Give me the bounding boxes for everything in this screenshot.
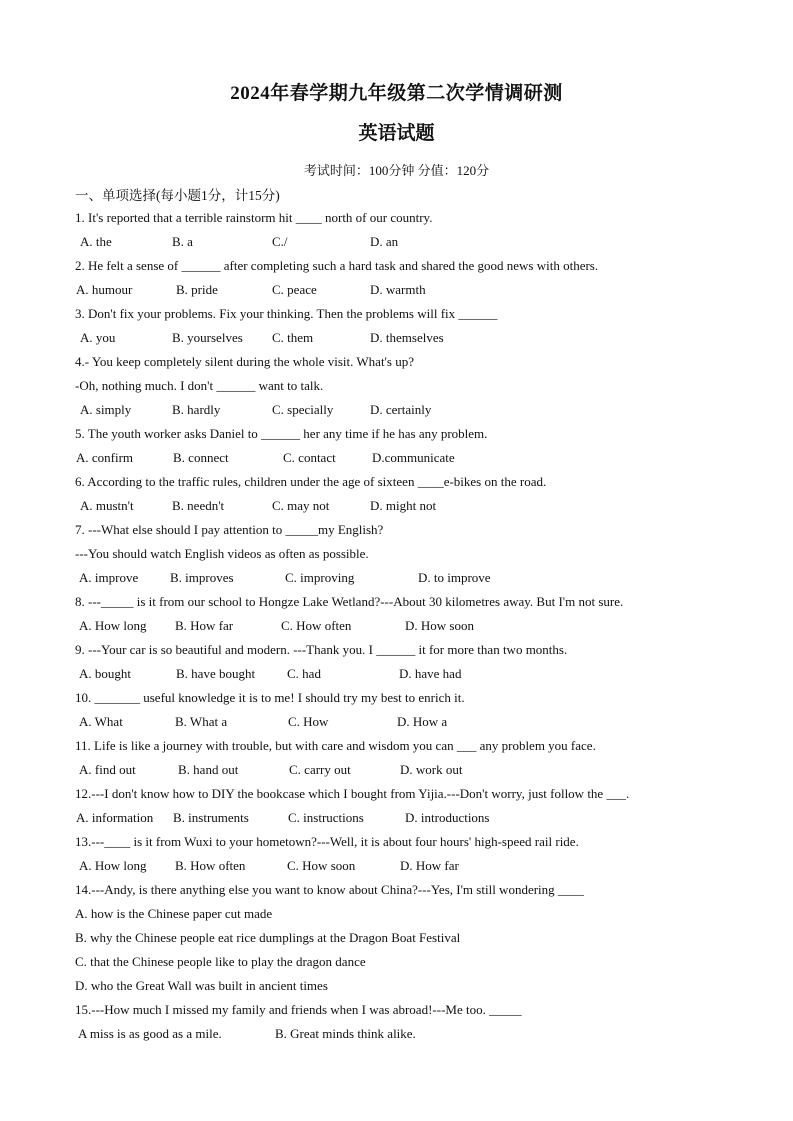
exam-info: 考试时间：100分钟 分值：120分	[303, 163, 490, 178]
answer-option: A. humour	[76, 282, 133, 297]
answer-option: B. Great minds think alike.	[275, 1026, 416, 1041]
answer-option: D. themselves	[370, 330, 444, 345]
answer-option: C. may not	[272, 498, 330, 513]
answer-option: A. the	[80, 234, 112, 249]
question-text: 13.---____ is it from Wuxi to your hometown?---Well, it is about four hours' high-speed rail ride.	[75, 834, 579, 849]
answer-option: B. How often	[175, 858, 246, 873]
answer-option: C. How often	[281, 618, 352, 633]
answer-option: C. carry out	[289, 762, 351, 777]
question-text: 8. ---_____ is it from our school to Hongze Lake Wetland?---About 30 kilometres away. But I'm not sure.	[75, 594, 624, 609]
answer-option: D. warmth	[370, 282, 426, 297]
question-text: 9. ---Your car is so beautiful and modern. ---Thank you. I ______ it for more than two months.	[75, 642, 568, 657]
question-text: 11. Life is like a journey with trouble, but with care and wisdom you can ___ any problem you face.	[75, 738, 596, 753]
answer-option: B. connect	[173, 450, 229, 465]
answer-option: C. instructions	[288, 810, 364, 825]
question-text: 7. ---What else should I pay attention to _____my English?	[75, 522, 384, 537]
page-title: 2024年春学期九年级第二次学情调研测	[230, 83, 563, 104]
answer-option: A. improve	[79, 570, 139, 585]
answer-option: A. mustn't	[80, 498, 134, 513]
answer-option: A. bought	[79, 666, 131, 681]
answer-option: D. introductions	[405, 810, 490, 825]
answer-option: C. specially	[272, 402, 334, 417]
answer-option: C. How	[288, 714, 329, 729]
question-text: A. how is the Chinese paper cut made	[75, 906, 273, 921]
question-text: 2. He felt a sense of ______ after completing such a hard task and shared the good news with others.	[75, 258, 599, 273]
question-text: 12.---I don't know how to DIY the bookcase which I bought from Yijia.---Don't worry, just follow the ___.	[75, 786, 630, 801]
answer-option: D. work out	[400, 762, 463, 777]
page-subtitle: 英语试题	[358, 123, 435, 144]
answer-option: B. instruments	[173, 810, 249, 825]
answer-option: D. have had	[399, 666, 462, 681]
answer-option: C. them	[272, 330, 314, 345]
answer-option: B. hardly	[172, 402, 221, 417]
answer-option: D. might not	[370, 498, 437, 513]
answer-option: C. peace	[272, 282, 317, 297]
question-text: ---You should watch English videos as often as possible.	[75, 546, 369, 561]
answer-option: A miss is as good as a mile.	[78, 1026, 222, 1041]
answer-option: B. hand out	[178, 762, 239, 777]
answer-option: A. find out	[79, 762, 136, 777]
question-text: 10. _______ useful knowledge it is to me! I should try my best to enrich it.	[75, 690, 465, 705]
question-text: 5. The youth worker asks Daniel to ______ her any time if he has any problem.	[75, 426, 488, 441]
answer-option: B. What a	[175, 714, 228, 729]
answer-option: C. had	[287, 666, 321, 681]
question-text: B. why the Chinese people eat rice dumplings at the Dragon Boat Festival	[75, 930, 461, 945]
question-text: 1. It's reported that a terrible rainstorm hit ____ north of our country.	[75, 210, 433, 225]
question-text: -Oh, nothing much. I don't ______ want to talk.	[75, 378, 324, 393]
answer-option: A. information	[76, 810, 154, 825]
answer-option: B. improves	[170, 570, 234, 585]
answer-option: C. How soon	[287, 858, 356, 873]
answer-option: A. How long	[79, 618, 147, 633]
answer-option: B. pride	[176, 282, 218, 297]
answer-option: A. How long	[79, 858, 147, 873]
question-text: 4.- You keep completely silent during the whole visit. What's up?	[75, 354, 414, 369]
answer-option: B. a	[172, 234, 193, 249]
question-text: D. who the Great Wall was built in ancient times	[75, 978, 328, 993]
question-text: 6. According to the traffic rules, children under the age of sixteen ____e-bikes on the road.	[75, 474, 547, 489]
answer-option: C. contact	[283, 450, 336, 465]
question-text: 14.---Andy, is there anything else you want to know about China?---Yes, I'm still wondering ____	[75, 882, 584, 897]
answer-option: C./	[272, 234, 288, 249]
question-text: 15.---How much I missed my family and friends when I was abroad!---Me too. _____	[75, 1002, 522, 1017]
answer-option: A. confirm	[76, 450, 134, 465]
answer-option: B. needn't	[172, 498, 225, 513]
answer-option: B. How far	[175, 618, 234, 633]
answer-option: A. What	[79, 714, 123, 729]
answer-option: B. have bought	[176, 666, 256, 681]
answer-option: D.communicate	[372, 450, 455, 465]
answer-option: D. certainly	[370, 402, 432, 417]
question-text: 3. Don't fix your problems. Fix your thinking. Then the problems will fix ______	[75, 306, 498, 321]
answer-option: D. How soon	[405, 618, 474, 633]
answer-option: A. you	[80, 330, 116, 345]
answer-option: D. an	[370, 234, 399, 249]
answer-option: A. simply	[80, 402, 132, 417]
answer-option: D. How far	[400, 858, 459, 873]
section-title: 一、单项选择(每小题1分，计15分)	[75, 188, 280, 203]
answer-option: D. How a	[397, 714, 448, 729]
answer-option: C. improving	[285, 570, 355, 585]
answer-option: B. yourselves	[172, 330, 243, 345]
question-text: C. that the Chinese people like to play the dragon dance	[75, 954, 366, 969]
answer-option: D. to improve	[418, 570, 491, 585]
